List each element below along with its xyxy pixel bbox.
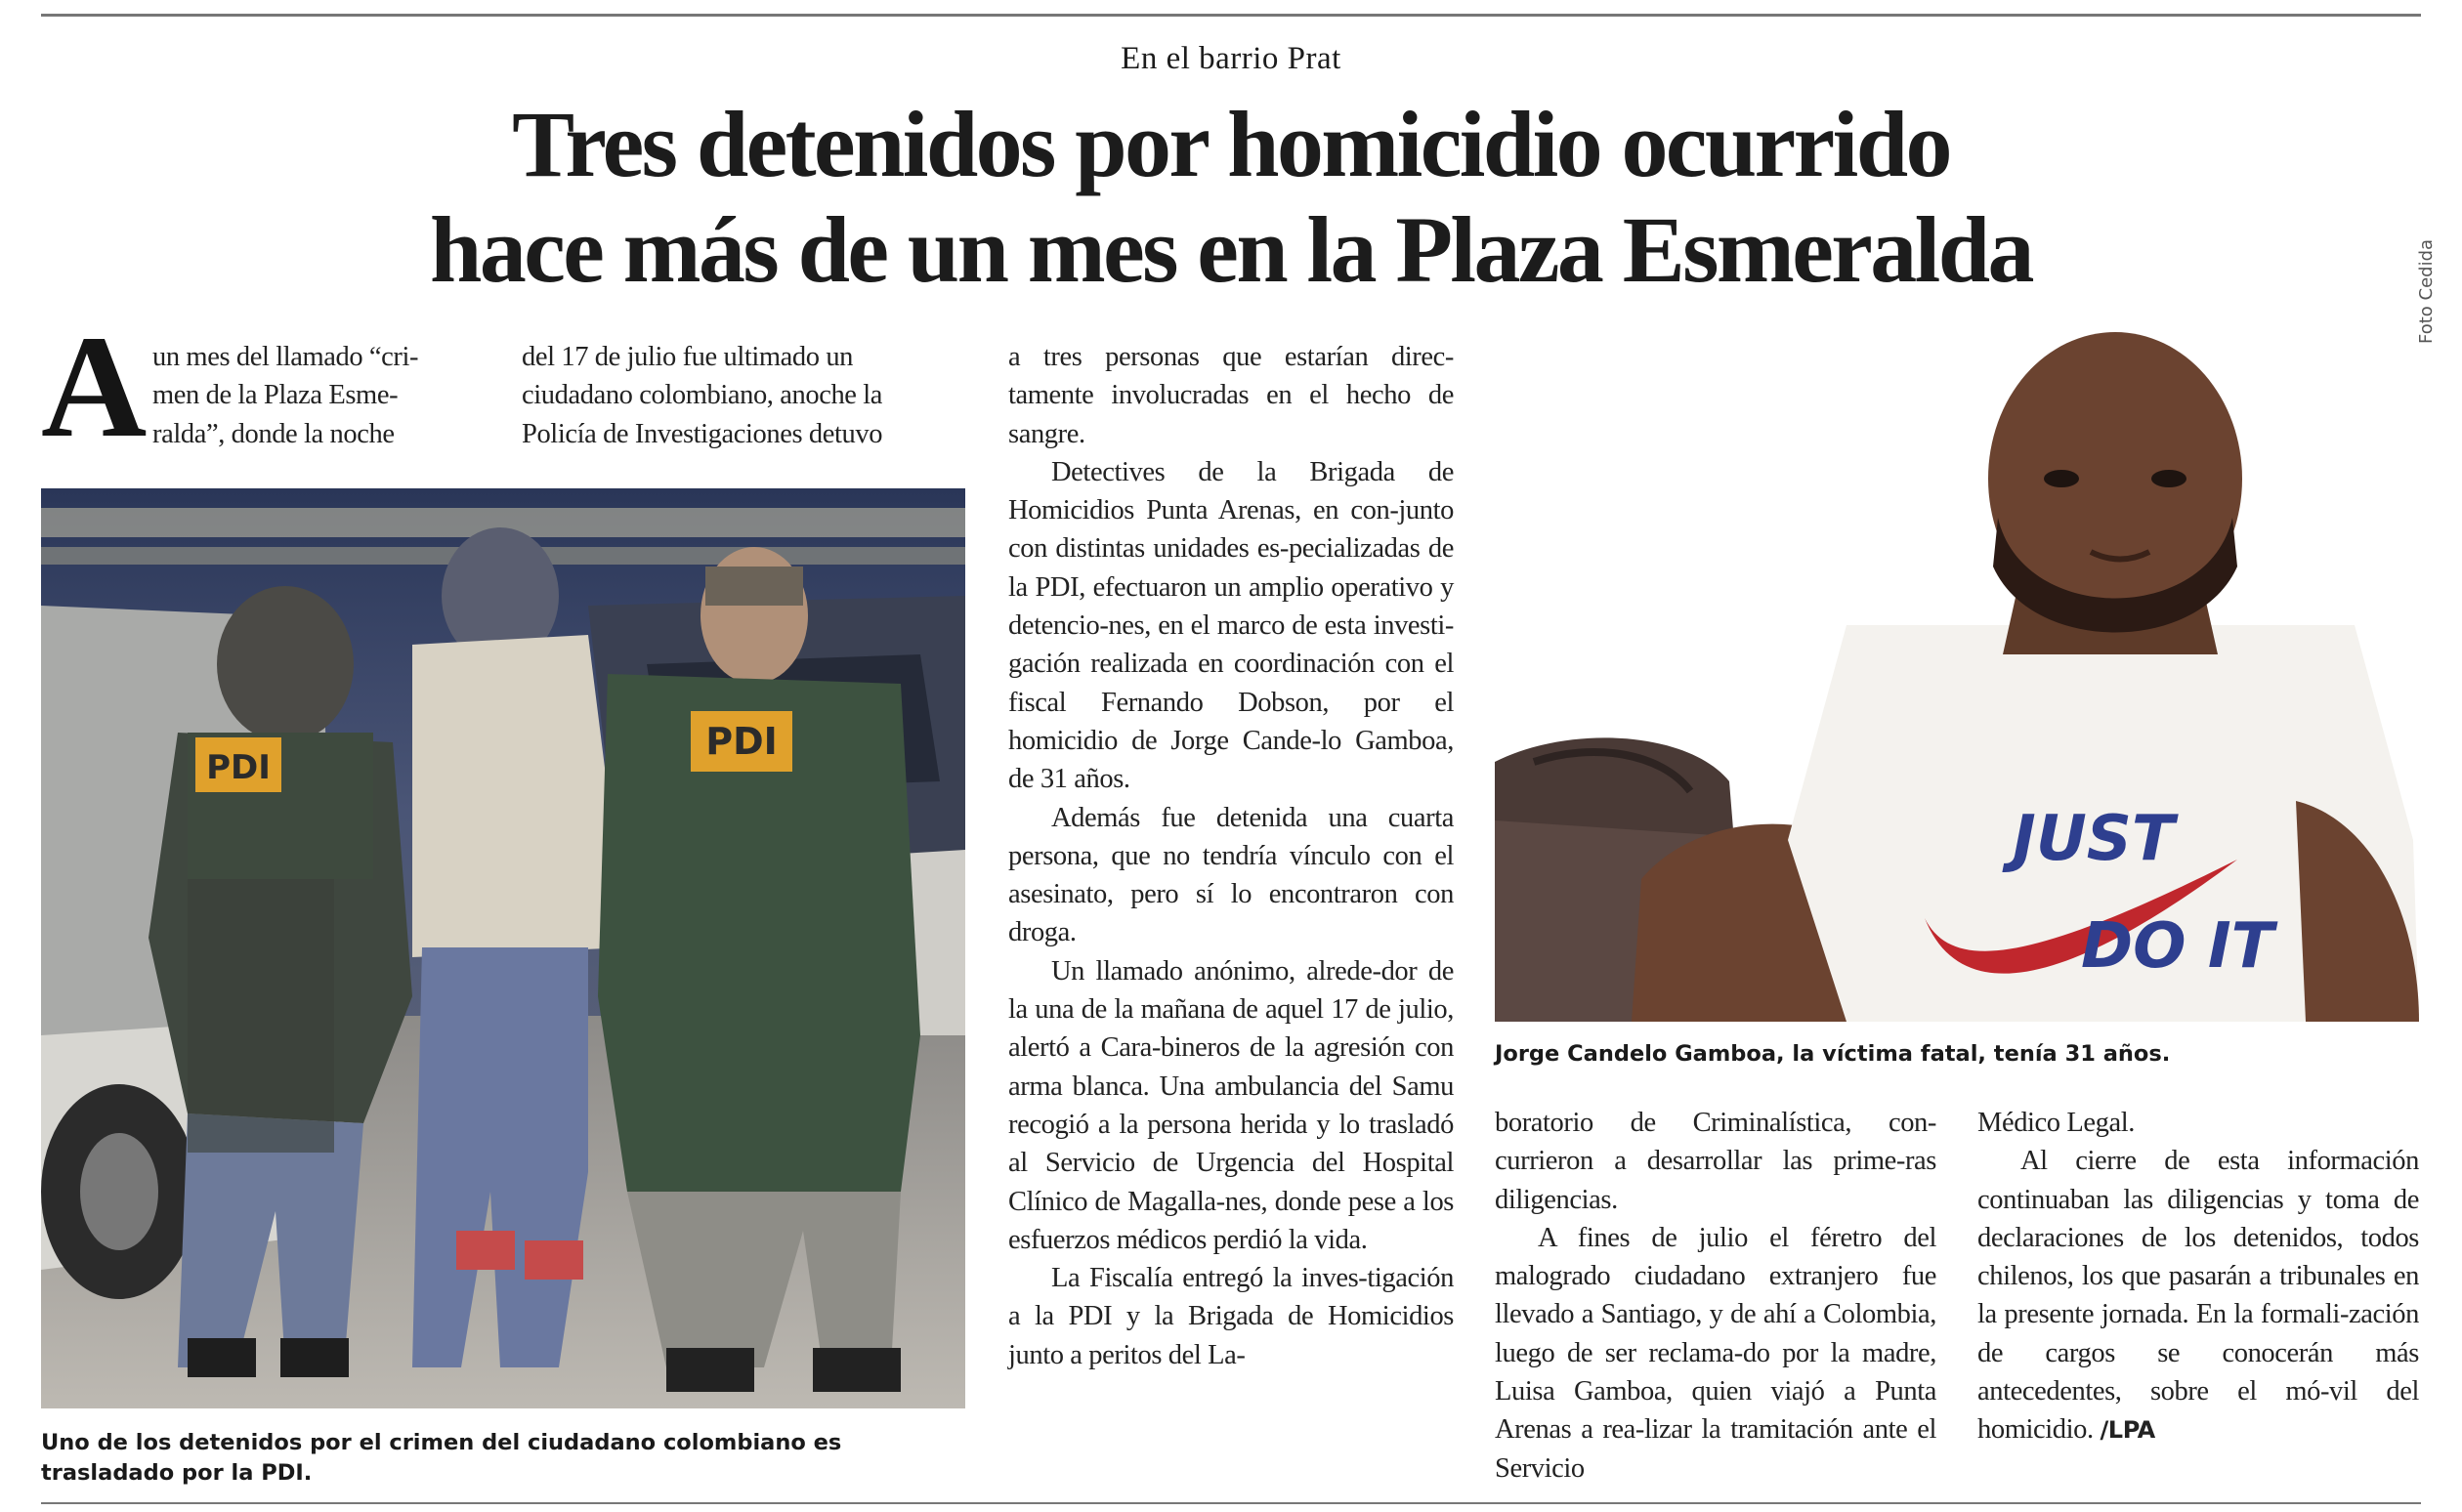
- lead-column-2: [522, 338, 971, 453]
- paragraph: Un llamado anónimo, alrede-dor de la una de la mañana de aquel 17 de julio, alertó a Cara-bineros de la agresión con arma blanca. Una ambulancia del Samu recogió a la persona herida y lo trasladó al Servicio de Urgencia del Hospital Clínico de Magalla-nes, donde pese a los esfuerzos médicos perdió la vida.: [1008, 955, 1454, 1255]
- body-column-5: [1977, 1104, 2419, 1450]
- paragraph: Médico Legal.: [1977, 1108, 2135, 1138]
- lead-column-1: [152, 338, 485, 453]
- pdi-patch-right-label: PDI: [705, 720, 778, 763]
- lead-line: ciudadano colombiano, anoche la: [522, 380, 883, 411]
- photo-arrest: [41, 488, 965, 1408]
- body-column-3: [1008, 338, 1454, 1374]
- closing-text: Al cierre de esta información continuaban las diligencias y toma de declaraciones de los detenidos, todos chilenos, los que pasarán a tribunales en la presente jornada. En la formali-zación de cargos se conocerán más antecedentes, sobre el mó-vil del homicidio.: [1977, 1146, 2419, 1446]
- pdi-patch-left-label: PDI: [206, 748, 271, 787]
- lead-line: Policía de Investigaciones detuvo: [522, 418, 883, 449]
- lead-line: del 17 de julio fue ultimado un: [522, 342, 854, 372]
- paragraph: [1977, 1142, 2419, 1449]
- drop-cap: A: [41, 306, 148, 468]
- lead-line: un mes del llamado “cri-: [152, 342, 419, 372]
- shirt-print-line-2: DO IT: [2081, 910, 2274, 983]
- caption-arrest: Uno de los detenidos por el crimen del ciudadano colombiano es trasladado por la PDI.: [41, 1430, 842, 1486]
- body-column-4: [1495, 1104, 1936, 1488]
- lead-line: ralda”, donde la noche: [152, 418, 395, 449]
- shirt-print-line-1: JUST: [2013, 803, 2175, 875]
- headline-line-1: Tres detenidos por homicidio ocurrido: [512, 92, 1950, 196]
- photo-credit: Foto Cedida: [2416, 238, 2437, 344]
- headline-line-2: hace más de un mes en la Plaza Esmeralda: [430, 197, 2032, 302]
- paragraph: A fines de julio el féretro del malogrado ciudadano extranjero fue llevado a Santiago, y de ahí a Colombia, luego de ser reclama-do por la madre, Luisa Gamboa, quien viajó a Punta Arenas a rea-lizar la tramitación ante el Servicio: [1495, 1222, 1936, 1484]
- headline: [0, 92, 2462, 303]
- paragraph: La Fiscalía entregó la inves-tigación a la PDI y la Brigada de Homicidios junto a peritos del La-: [1008, 1263, 1454, 1370]
- bottom-rule: [41, 1502, 2421, 1504]
- paragraph: boratorio de Criminalística, con-currieron a desarrollar las prime-ras diligencias.: [1495, 1108, 1936, 1215]
- paragraph: Detectives de la Brigada de Homicidios Punta Arenas, en con-junto con distintas unidades es-pecializadas de la PDI, efectuaron un amplio operativo y detencio-nes, en el marco de esta investi-gación realizada en coordinación con el fiscal Fernando Dobson, por el homicidio de Jorge Cande-lo Gamboa, de 31 años.: [1008, 456, 1454, 795]
- paragraph: Además fue detenida una cuarta persona, que no tendría vínculo con el asesinato, pero sí lo encontraron con droga.: [1008, 802, 1454, 948]
- paragraph: a tres personas que estarían direc-tamente involucradas en el hecho de sangre.: [1008, 342, 1454, 449]
- signature: /LPA: [2100, 1416, 2155, 1445]
- kicker: En el barrio Prat: [1121, 41, 1341, 76]
- caption-victim: Jorge Candelo Gamboa, la víctima fatal, tenía 31 años.: [1495, 1041, 2171, 1067]
- lead-line: men de la Plaza Esme-: [152, 380, 399, 411]
- victim-portrait-image: [1495, 332, 2419, 1022]
- arrest-scene-image: [41, 488, 965, 1408]
- top-rule: [41, 14, 2421, 17]
- photo-victim: [1495, 332, 2419, 1022]
